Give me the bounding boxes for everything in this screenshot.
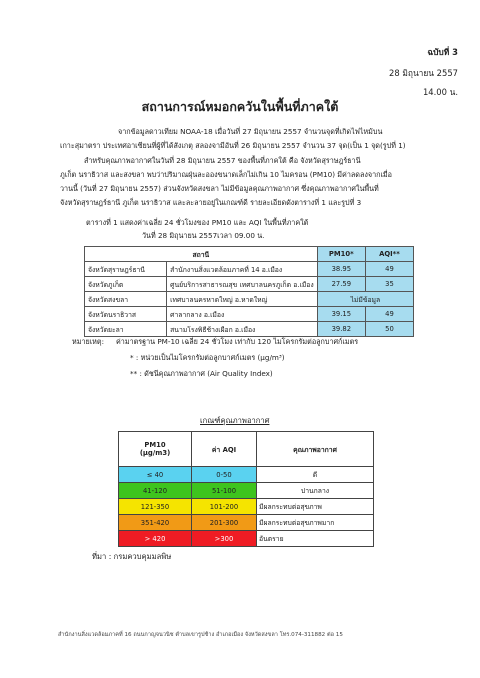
province-cell: จังหวัดสงขลา (85, 292, 167, 307)
table-header-row (119, 432, 374, 467)
paragraph-line: จากข้อมูลดาวเทียม NOAA-18 เมื่อวันที่ 27 มิถุนายน 2557 จำนวนจุดที่เกิดไฟไหม้บน (118, 127, 383, 136)
criteria-row (119, 467, 374, 483)
aqi-cell: 49 (365, 262, 413, 277)
criteria-quality-cell: ดี (257, 467, 374, 483)
criteria-header-quality: คุณภาพอากาศ (257, 432, 374, 467)
criteria-row (119, 499, 374, 515)
station-cell: ศูนย์บริการสาธารณสุข เทศบาลนครภูเก็ต อ.เมือง (167, 277, 318, 292)
paragraph-line: จังหวัดสุราษฎร์ธานี ภูเก็ต นราธิวาส และละลายอยู่ในเกณฑ์ดี รายละเอียดดังตารางที่ 1 และรูปที่ 3 (60, 198, 362, 207)
criteria-quality-cell: ปานกลาง (257, 483, 374, 499)
aqi-cell: 50 (365, 322, 413, 337)
page-footer: สำนักงานสิ่งแวดล้อมภาคที่ 16 ถนนกาญจนวนิช ตำบลเขารูปช้าง อำเภอเมือง จังหวัดสงขลา โทร.074-311882 ต่อ 15 (58, 632, 343, 638)
criteria-aqi-cell: 51-100 (192, 483, 257, 499)
table1-caption-date: วันที่ 28 มิถุนายน 2557เวลา 09.00 น. (142, 231, 265, 240)
notes-label: หมายเหตุ: (72, 337, 105, 346)
criteria-header-pm10: PM10 (μg/m3) (119, 432, 192, 467)
table-row (85, 307, 414, 322)
no-data-cell: ไม่มีข้อมูล (317, 292, 413, 307)
criteria-row (119, 515, 374, 531)
paragraph-line: วานนี้ (วันที่ 27 มิถุนายน 2557) ส่วนจังหวัดสงขลา ไม่มีข้อมูลคุณภาพอากาศ ซึ่งคุณภาพอากาศในพื้นที่ (60, 184, 379, 193)
table-row (85, 292, 414, 307)
criteria-pm-cell: ≤ 40 (119, 467, 192, 483)
criteria-aqi-cell: 101-200 (192, 499, 257, 515)
criteria-pm-cell: 121-350 (119, 499, 192, 515)
pm10-cell: 38.95 (317, 262, 365, 277)
aqi-cell: 49 (365, 307, 413, 322)
aqi-criteria-table (118, 431, 374, 547)
pm10-cell: 39.15 (317, 307, 365, 322)
table1-caption: ตารางที่ 1 แสดงค่าเฉลี่ย 24 ชั่วโมงของ PM10 และ AQI ในพื้นที่ภาคใต้ (86, 218, 309, 227)
source-note: ที่มา : กรมควบคุมมลพิษ (92, 552, 172, 561)
table-header-station: สถานี (85, 247, 318, 262)
province-cell: จังหวัดนราธิวาส (85, 307, 167, 322)
province-cell: จังหวัดสุราษฎร์ธานี (85, 262, 167, 277)
criteria-quality-cell: มีผลกระทบต่อสุขภาพ (257, 499, 374, 515)
province-cell: จังหวัดยะลา (85, 322, 167, 337)
paragraph-line: สำหรับคุณภาพอากาศในวันที่ 28 มิถุนายน 2557 ของพื้นที่ภาคใต้ คือ จังหวัดสุราษฎร์ธานี (84, 156, 361, 165)
document-title: สถานการณ์หมอกควันในพื้นที่ภาคใต้ (141, 99, 339, 114)
criteria-title: เกณฑ์คุณภาพอากาศ (200, 416, 270, 425)
criteria-pm-cell: 41-120 (119, 483, 192, 499)
criteria-pm-cell: 351-420 (119, 515, 192, 531)
criteria-aqi-cell: 201-300 (192, 515, 257, 531)
criteria-quality-cell: มีผลกระทบต่อสุขภาพมาก (257, 515, 374, 531)
table-header-pm10: PM10* (317, 247, 365, 262)
criteria-row (119, 531, 374, 547)
notes-line: * : หน่วยเป็นไมโครกรัมต่อลูกบาศก์เมตร (μg/m³) (130, 353, 285, 362)
criteria-header-aqi: ค่า AQI (192, 432, 257, 467)
criteria-quality-cell: อันตราย (257, 531, 374, 547)
table-row (85, 262, 414, 277)
aqi-cell: 35 (365, 277, 413, 292)
document-time: 14.00 น. (422, 87, 458, 97)
table-row (85, 277, 414, 292)
air-quality-table (84, 246, 414, 337)
station-cell: เทศบาลนครหาดใหญ่ อ.หาดใหญ่ (167, 292, 318, 307)
table-header-aqi: AQI** (365, 247, 413, 262)
notes-line: ค่ามาตรฐาน PM-10 เฉลี่ย 24 ชั่วโมง เท่ากับ 120 ไมโครกรัมต่อลูกบาศก์เมตร (116, 337, 359, 346)
document-date: 28 มิถุนายน 2557 (389, 68, 458, 78)
province-cell: จังหวัดภูเก็ต (85, 277, 167, 292)
station-cell: สนามโรงพิธีช้างเผือก อ.เมือง (167, 322, 318, 337)
pm10-cell: 39.82 (317, 322, 365, 337)
notes-line: ** : ดัชนีคุณภาพอากาศ (Air Quality Index) (130, 369, 273, 378)
table-row (85, 322, 414, 337)
issue-number: ฉบับที่ 3 (427, 47, 458, 57)
criteria-row (119, 483, 374, 499)
criteria-aqi-cell: >300 (192, 531, 257, 547)
criteria-aqi-cell: 0-50 (192, 467, 257, 483)
pm10-cell: 27.59 (317, 277, 365, 292)
paragraph-line: ภูเก็ต นราธิวาส และสงขลา พบว่าปริมาณฝุ่นละอองขนาดเล็กไม่เกิน 10 ไมครอน (PM10) มีค่าลดลงจากเมื่อ (60, 170, 392, 179)
station-cell: ศาลากลาง อ.เมือง (167, 307, 318, 322)
table-header-row (85, 247, 414, 262)
paragraph-line: เกาะสุมาตรา ประเทศอาเซียนที่ผู้ที่ได้สังเกตุ สลองจามีอันที่ 26 มิถุนายน 2557 จำนวน 37 จุด(เป็น 1 จุด(รูปที่ 1) (60, 141, 406, 150)
criteria-pm-cell: > 420 (119, 531, 192, 547)
station-cell: สำนักงานสิ่งแวดล้อมภาคที่ 14 อ.เมือง (167, 262, 318, 277)
